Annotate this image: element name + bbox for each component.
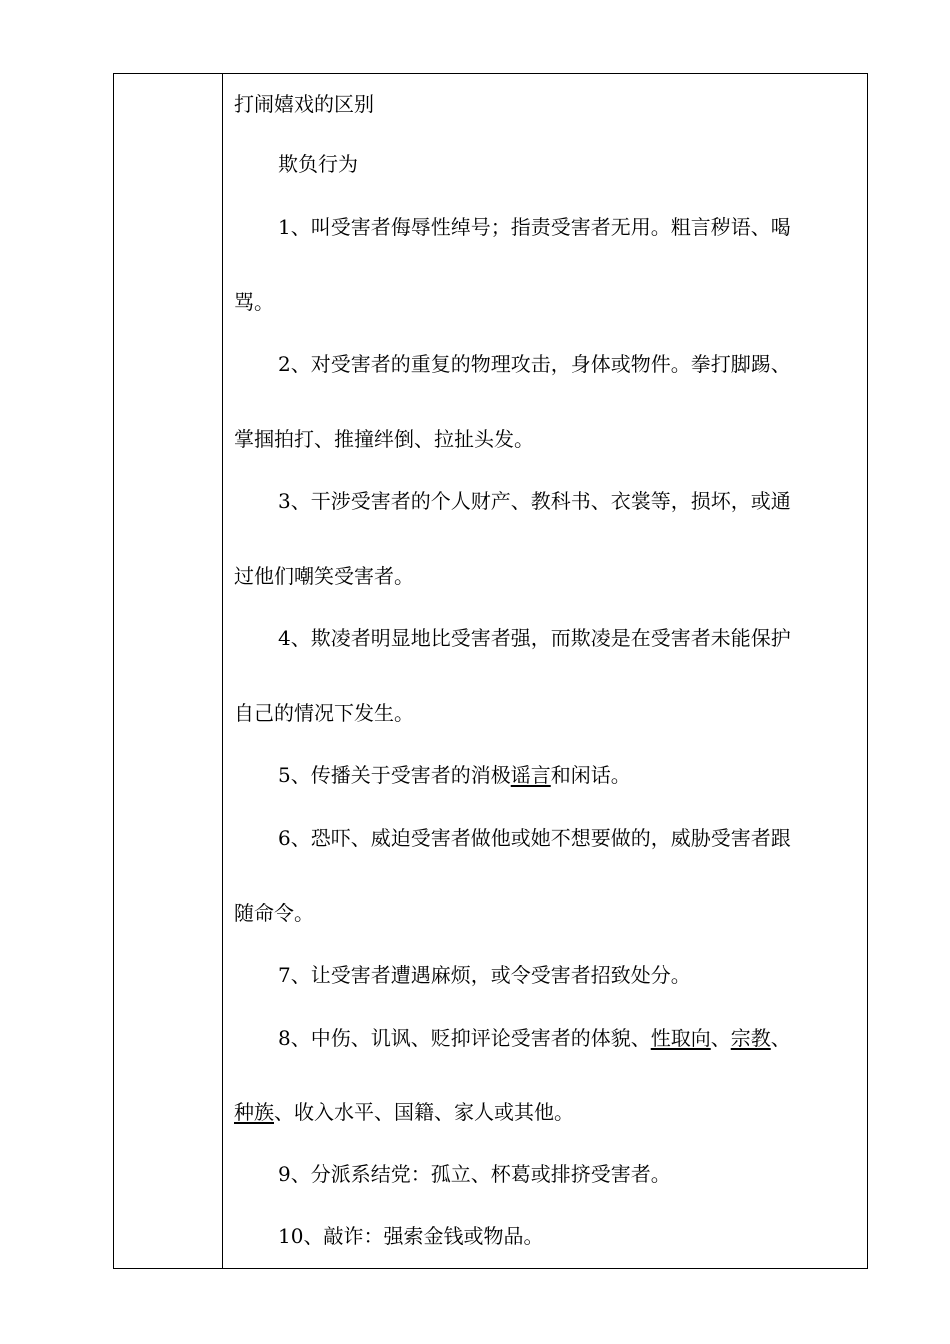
item-1-line-2: 骂。 xyxy=(234,290,274,314)
item-8-line-1 xyxy=(278,1026,791,1050)
item-4-line-1: 4、欺凌者明显地比受害者强，而欺凌是在受害者未能保护 xyxy=(278,626,791,650)
item-8-line-2-text: 、收入水平、国籍、家人或其他。 xyxy=(274,1100,574,1124)
item-10-line-1: 10、敲诈：强索金钱或物品。 xyxy=(278,1224,544,1248)
item-2-line-1: 2、对受害者的重复的物理攻击，身体或物件。拳打脚踢、 xyxy=(278,352,791,376)
content-table xyxy=(113,73,868,1269)
item-2-line-2: 掌掴拍打、推撞绊倒、拉扯头发。 xyxy=(234,427,534,451)
item-8-text: 8、中伤、讥讽、贬抑评论受害者的体貌、 xyxy=(278,1026,651,1050)
item-8-end: 、 xyxy=(770,1026,791,1050)
item-6-line-1: 6、恐吓、威迫受害者做他或她不想要做的，威胁受害者跟 xyxy=(278,826,791,850)
item-5-text-end: 和闲话。 xyxy=(550,763,631,787)
link-race[interactable]: 种族 xyxy=(234,1100,274,1124)
item-8-line-2 xyxy=(234,1100,574,1124)
section-heading: 欺负行为 xyxy=(278,152,358,176)
item-7-line-1: 7、让受害者遭遇麻烦，或令受害者招致处分。 xyxy=(278,963,691,987)
item-3-line-2: 过他们嘲笑受害者。 xyxy=(234,564,414,588)
link-rumor[interactable]: 谣言 xyxy=(510,763,551,787)
item-4-line-2: 自己的情况下发生。 xyxy=(234,701,414,725)
item-3-line-1: 3、干涉受害者的个人财产、教科书、衣裳等，损坏，或通 xyxy=(278,489,791,513)
item-6-line-2: 随命令。 xyxy=(234,901,314,925)
item-1-line-1: 1、叫受害者侮辱性绰号；指责受害者无用。粗言秽语、喝 xyxy=(278,215,791,239)
item-8-sep: 、 xyxy=(710,1026,731,1050)
title-line: 打闹嬉戏的区别 xyxy=(234,92,374,116)
item-5-text: 5、传播关于受害者的消极 xyxy=(278,763,511,787)
item-5-line-1 xyxy=(278,763,631,787)
link-sexual-orientation[interactable]: 性取向 xyxy=(650,1026,711,1050)
link-religion[interactable]: 宗教 xyxy=(730,1026,771,1050)
item-9-line-1: 9、分派系结党：孤立、杯葛或排挤受害者。 xyxy=(278,1162,671,1186)
left-column-cell xyxy=(114,74,223,1268)
right-column-cell xyxy=(224,74,867,1268)
